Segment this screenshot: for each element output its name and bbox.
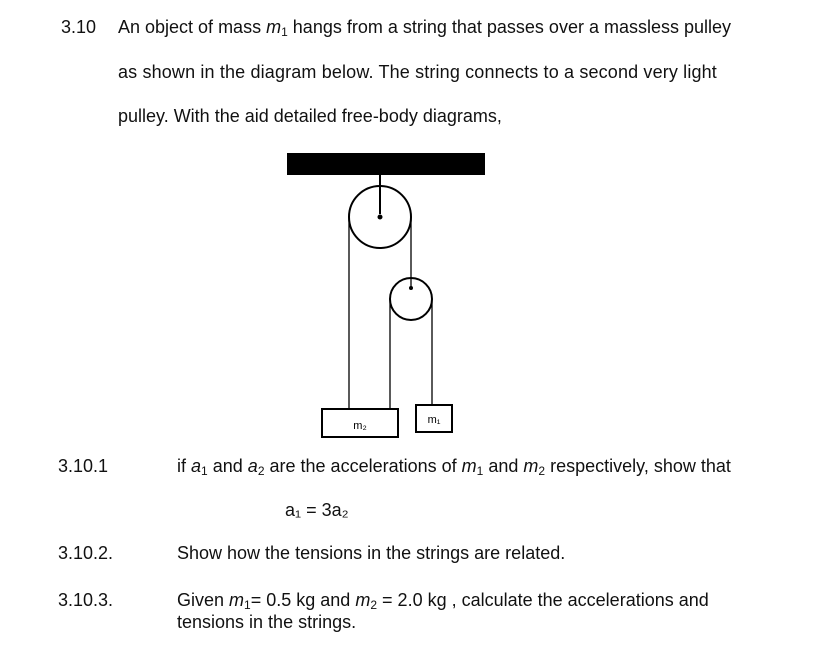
part-1-number: 3.10.1 <box>58 456 109 476</box>
part-3-number: 3.10.3. <box>58 590 114 610</box>
part-3-text-line-1: Given $m_1= 0.5$ kg and $m_2 = 2.0$ kg , calculate the accelerations and <box>177 590 709 612</box>
fixed-pulley-axle <box>378 215 383 220</box>
ceiling-beam <box>287 153 485 175</box>
part-1-text: if $a_1$ and $a_2$ are the accelerations of $m_1$ and $m_2$ respectively, show that <box>177 456 731 478</box>
movable-pulley-axle <box>409 286 413 290</box>
question-intro-line-1: An object of mass $m_1$ hangs from a string that passes over a massless pulley <box>118 17 732 39</box>
question-intro-line-3: pulley. With the aid detailed free-body diagrams, <box>118 106 502 126</box>
question-intro-line-2: as shown in the diagram below. The string connects to a second very light <box>118 62 717 82</box>
part-3-text-line-2: tensions in the strings. <box>177 612 357 632</box>
part-2-text: Show how the tensions in the strings are related. <box>177 543 566 563</box>
block-m2-label: m₂ <box>353 420 367 432</box>
question-number: 3.10 <box>61 17 97 37</box>
block-m1-label: m₁ <box>427 414 441 426</box>
part-1-equation: a₁ = 3a₂ <box>285 500 349 520</box>
part-2-number: 3.10.2. <box>58 543 114 563</box>
